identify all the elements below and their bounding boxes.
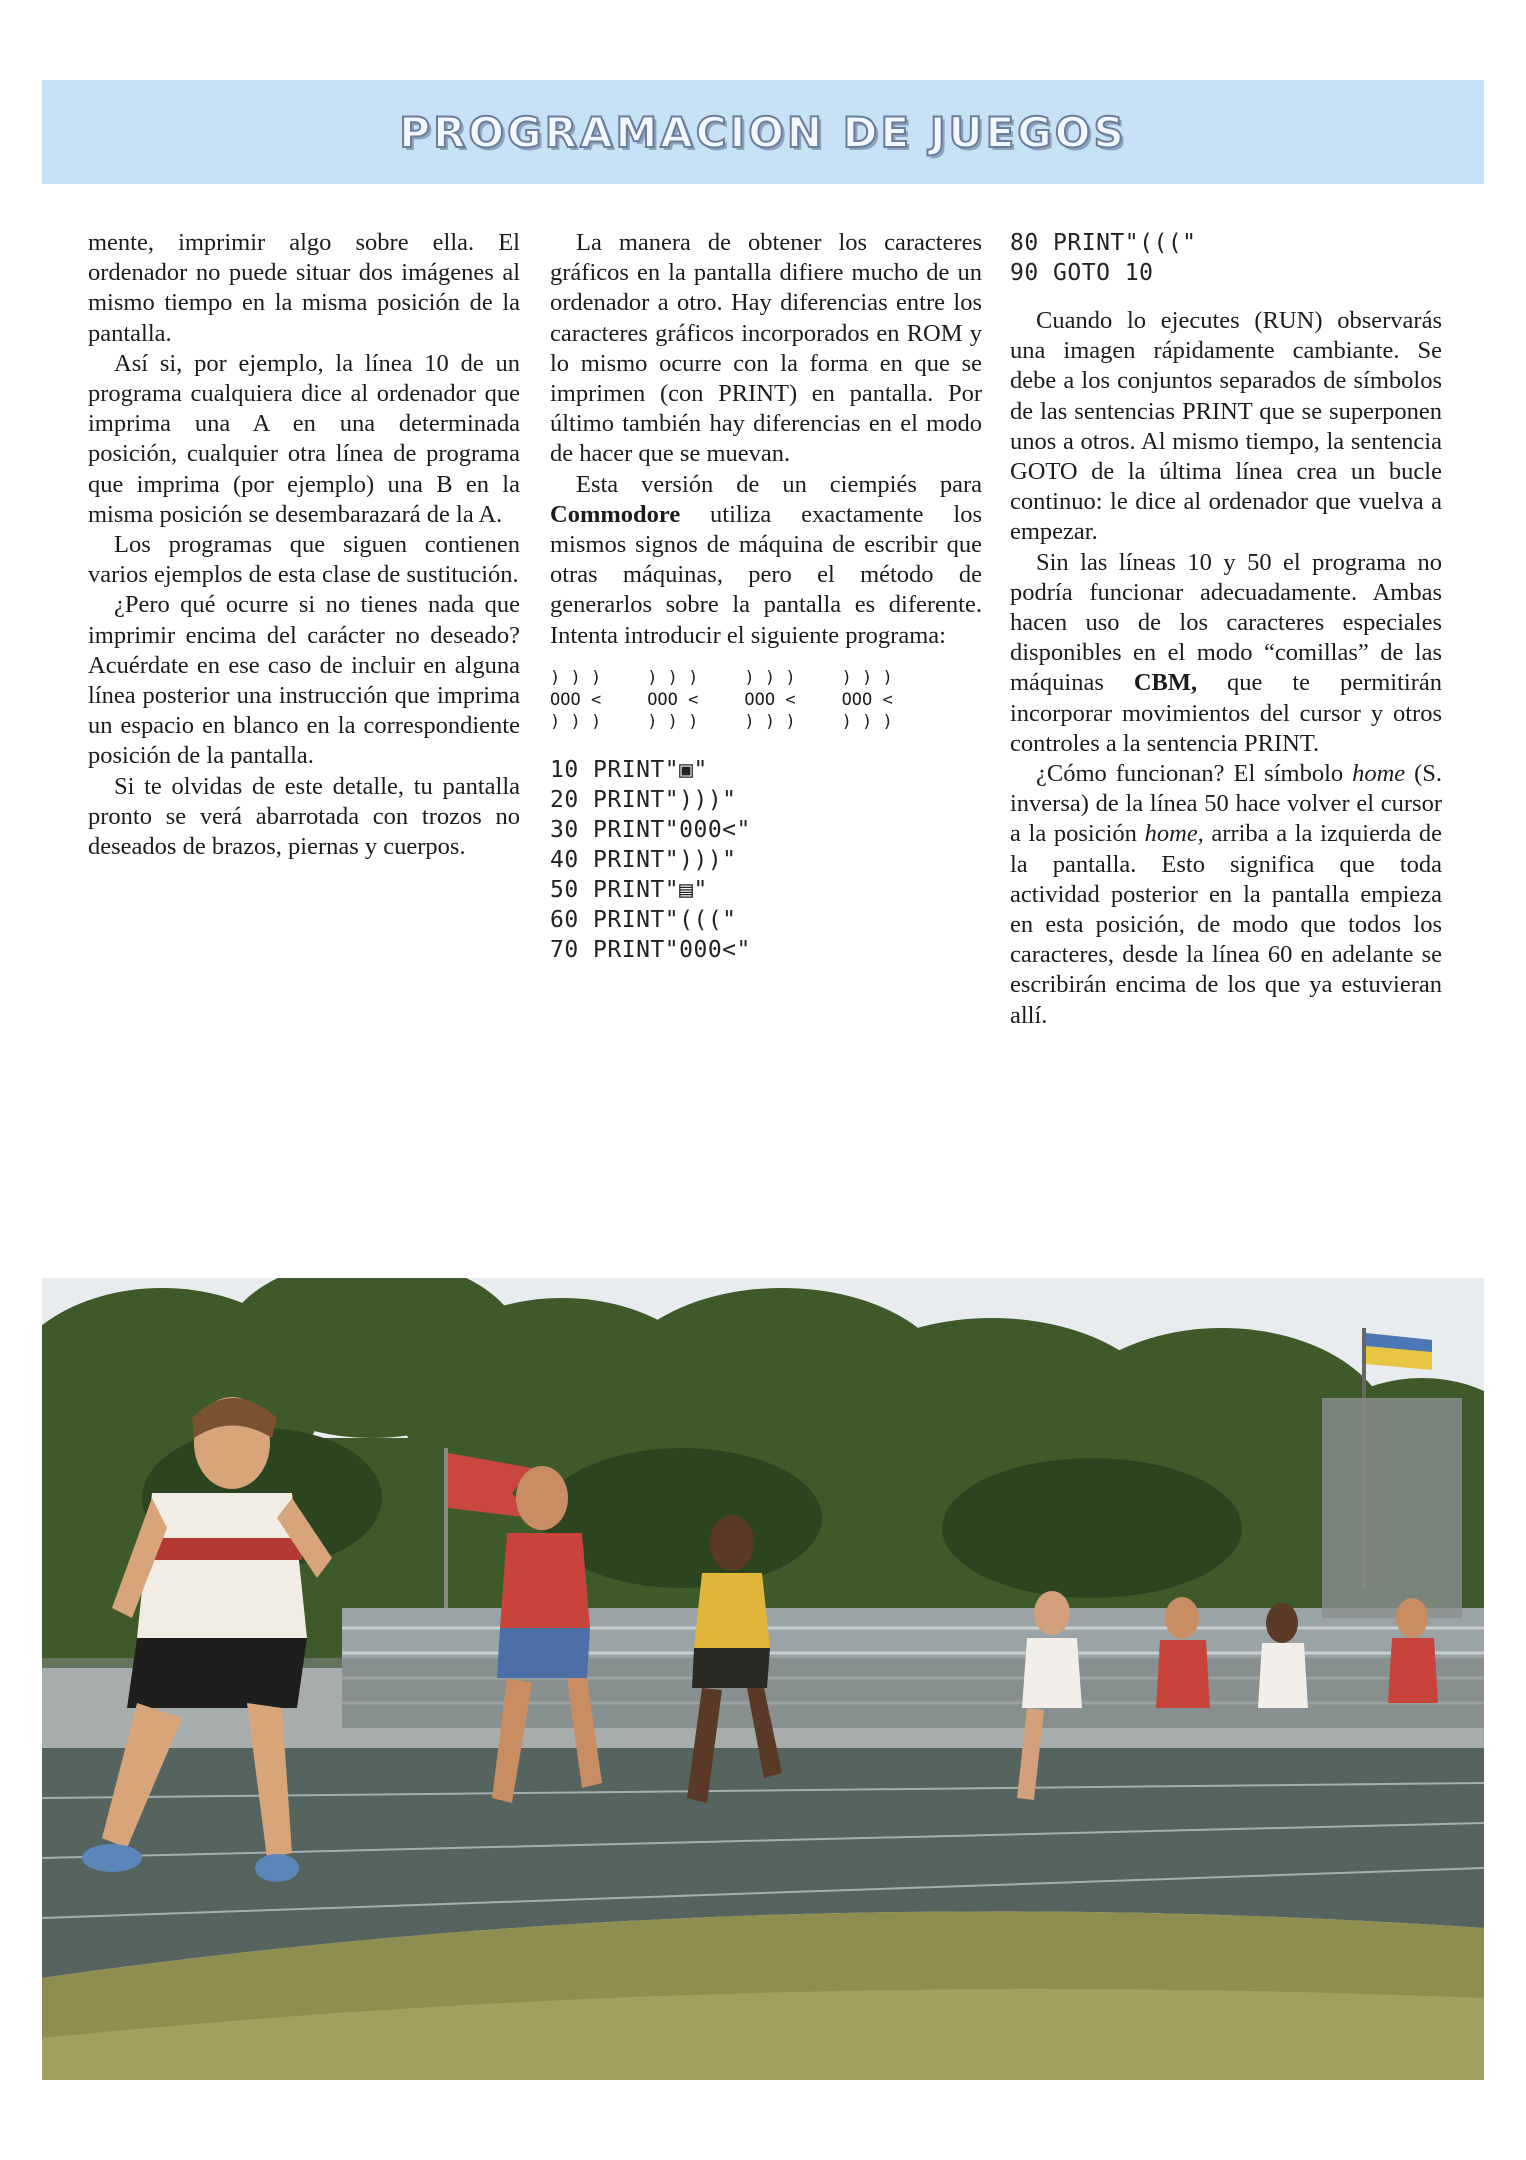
column-3 <box>1010 228 1442 1031</box>
column-1 <box>88 228 520 862</box>
code-line: 90 GOTO 10 <box>1010 260 1154 286</box>
code-line: 30 PRINT"000<" <box>550 816 751 843</box>
centipede-figure <box>550 667 982 733</box>
centipede-legs-top: ) ) ) <box>550 667 602 688</box>
paragraph-text: Esta versión de un ciempiés para <box>576 470 982 498</box>
race-photo <box>42 1278 1484 2080</box>
paragraph: Los programas que siguen contienen varios ejemplos de esta clase de sustitución. <box>88 531 520 589</box>
code-listing <box>550 755 982 965</box>
centipede-segment <box>647 667 698 733</box>
code-line: 10 PRINT"▣" <box>550 756 708 783</box>
runners-illustration <box>42 1278 1484 2080</box>
column-2 <box>550 228 982 965</box>
bold-term-cbm: CBM, <box>1133 669 1198 697</box>
paragraph: La manera de obtener los caracteres gráficos en la pantalla difiere mucho de un ordenador a otro. Hay diferencias entre los caracteres gráficos incorporados en ROM y lo mismo ocurre con la forma en que se imprimen (con PRINT) en pantalla. Por último también hay diferencias en el modo de hacer que se muevan. <box>550 229 982 468</box>
section-title: PROGRAMACION DE JUEGOS <box>399 107 1127 157</box>
paragraph-text: (S. inversa) de la línea 50 hace volver el cursor a la posición <box>1010 760 1442 848</box>
centipede-body: OOO < <box>647 689 699 710</box>
centipede-legs-top: ) ) ) <box>841 667 893 688</box>
paragraph-text: ¿Cómo funcionan? El símbolo <box>1036 760 1353 788</box>
centipede-legs-bottom: ) ) ) <box>744 711 796 732</box>
paragraph <box>1010 548 1442 759</box>
centipede-body: OOO < <box>744 689 796 710</box>
centipede-segment <box>842 667 893 733</box>
code-line: 50 PRINT"▤" <box>550 876 708 903</box>
page-header <box>42 80 1484 184</box>
paragraph: Si te olvidas de este detalle, tu pantalla pronto se verá abarrotada con trozos no deseados de brazos, piernas y cuerpos. <box>88 772 520 861</box>
bold-term-commodore: Commodore <box>550 500 681 528</box>
centipede-legs-bottom: ) ) ) <box>550 711 602 732</box>
code-line: 70 PRINT"000<" <box>550 936 751 963</box>
paragraph: Cuando lo ejecutes (RUN) observarás una imagen rápidamente cambiante. Se debe a los conjuntos separados de símbolos de las sentencias PRINT que se superponen unos a otros. Al mismo tiempo, la sentencia GOTO de la última línea crea un bucle continuo: le dice al ordenador que vuelva a empezar. <box>1010 307 1442 546</box>
code-line: 40 PRINT")))" <box>550 846 737 873</box>
code-line: 20 PRINT")))" <box>550 786 737 813</box>
paragraph-text: utiliza exactamente los mismos signos de máquina de escribir que otras máquinas, pero el método de generarlos sobre la pantalla es diferente. Intenta introducir el siguiente programa: <box>550 500 982 649</box>
centipede-legs-top: ) ) ) <box>744 667 796 688</box>
centipede-legs-bottom: ) ) ) <box>841 711 893 732</box>
code-line: 80 PRINT"(((" <box>1010 230 1197 256</box>
paragraph <box>1010 759 1442 1031</box>
paragraph: mente, imprimir algo sobre ella. El ordenador no puede situar dos imágenes al mismo tiempo en la misma posición de la pantalla. <box>88 229 520 347</box>
paragraph-text: Sin las líneas 10 y 50 el programa no podría funcionar adecuadamente. Ambas hacen uso de los caracteres especiales disponibles en el modo “comillas” de las máquinas <box>1010 548 1442 697</box>
centipede-body: OOO < <box>550 689 602 710</box>
italic-term-home: home <box>1352 760 1406 788</box>
centipede-segment <box>550 667 601 733</box>
tower <box>1322 1398 1462 1618</box>
centipede-segment <box>744 667 795 733</box>
code-line: 60 PRINT"(((" <box>550 906 737 933</box>
centipede-legs-top: ) ) ) <box>647 667 699 688</box>
paragraph <box>550 470 982 651</box>
italic-term-home: home, <box>1144 820 1204 848</box>
paragraph: Así si, por ejemplo, la línea 10 de un programa cualquiera dice al ordenador que imprima una A en una determinada posición, cualquier otra línea de programa que imprima (por ejemplo) una B en la misma posición se desembarazará de la A. <box>88 349 520 528</box>
paragraph: ¿Pero qué ocurre si no tienes nada que imprimir encima del carácter no deseado? Acuérdate en ese caso de incluir en alguna línea posterior una instrucción que imprima un espacio en blanco en la correspondiente posición de la pantalla. <box>88 591 520 770</box>
paragraph-text: arriba a la izquierda de la pantalla. Esto significa que toda actividad posterior en la pantalla empieza en esta posición, de modo que todos los caracteres, desde la línea 60 en adelante se escribirán encima de los que ya estuvieran allí. <box>1010 820 1443 1029</box>
centipede-body: OOO < <box>841 689 893 710</box>
code-listing <box>1010 228 1442 288</box>
paragraph-text: que te permitirán incorporar movimientos del cursor y otros controles a la sentencia PRINT. <box>1010 669 1442 757</box>
centipede-legs-bottom: ) ) ) <box>647 711 699 732</box>
